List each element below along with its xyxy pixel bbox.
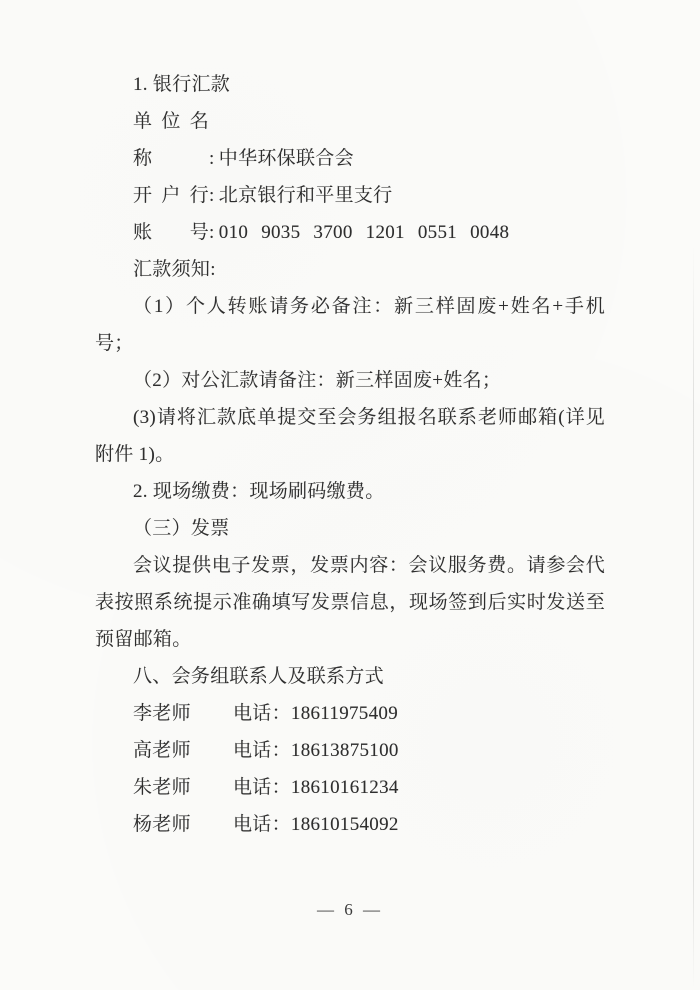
phone-label: 电话：	[233, 814, 291, 835]
bank-branch-field	[95, 177, 605, 214]
phone-number: 18610154092	[290, 814, 399, 835]
account-number-separator: :	[209, 222, 215, 243]
contact-name: 李老师	[133, 703, 191, 724]
phone-label: 电话：	[233, 777, 291, 798]
remit-note-3: (3)请将汇款底单提交至会务组报名联系老师邮箱(详见附件 1)。	[95, 407, 605, 465]
page-number: — 6 —	[317, 900, 383, 919]
invoice-paragraph: 会议提供电子发票，发票内容：会议服务费。请参会代表按照系统提示准确填写发票信息，现场签到后实时发送至预留邮箱。	[95, 555, 605, 650]
bank-branch-value: 北京银行和平里支行	[218, 185, 393, 206]
contact-row	[95, 695, 605, 732]
phone-label: 电话：	[233, 703, 291, 724]
account-name-label: 单位名称	[133, 111, 209, 169]
remit-note-2: （2）对公汇款请备注：新三样固废+姓名；	[133, 370, 502, 391]
contact-row	[95, 769, 605, 806]
contact-row	[95, 806, 605, 843]
contact-name: 高老师	[133, 740, 191, 761]
bank-transfer-heading: 1. 银行汇款	[133, 74, 231, 95]
contacts-heading: 八、会务组联系人及联系方式	[133, 666, 384, 687]
remit-note-1: （1）个人转账请务必备注：新三样固废+姓名+手机号；	[95, 296, 605, 354]
account-name-field	[95, 103, 605, 177]
phone-label: 电话：	[233, 740, 291, 761]
contact-name: 朱老师	[133, 777, 191, 798]
account-name-value: 中华环保联合会	[218, 148, 354, 169]
invoice-section-heading: （三）发票	[133, 518, 230, 539]
account-number-field	[95, 214, 605, 251]
phone-number: 18611975409	[290, 703, 399, 724]
phone-number: 18610161234	[290, 777, 399, 798]
onsite-payment-line: 2. 现场缴费：现场刷码缴费。	[133, 481, 385, 502]
document-body	[95, 66, 605, 843]
contact-name: 杨老师	[133, 814, 191, 835]
bank-branch-label: 开 户 行	[133, 185, 209, 206]
bank-branch-separator: :	[209, 185, 215, 206]
account-number-value: 010 9035 3700 1201 0551 0048	[218, 222, 510, 243]
remit-notice-heading: 汇款须知:	[133, 259, 216, 280]
phone-number: 18613875100	[290, 740, 399, 761]
contact-row	[95, 732, 605, 769]
scan-edge-artifact	[693, 245, 694, 990]
account-number-label: 账 号	[133, 222, 209, 243]
account-name-separator: :	[209, 148, 215, 169]
